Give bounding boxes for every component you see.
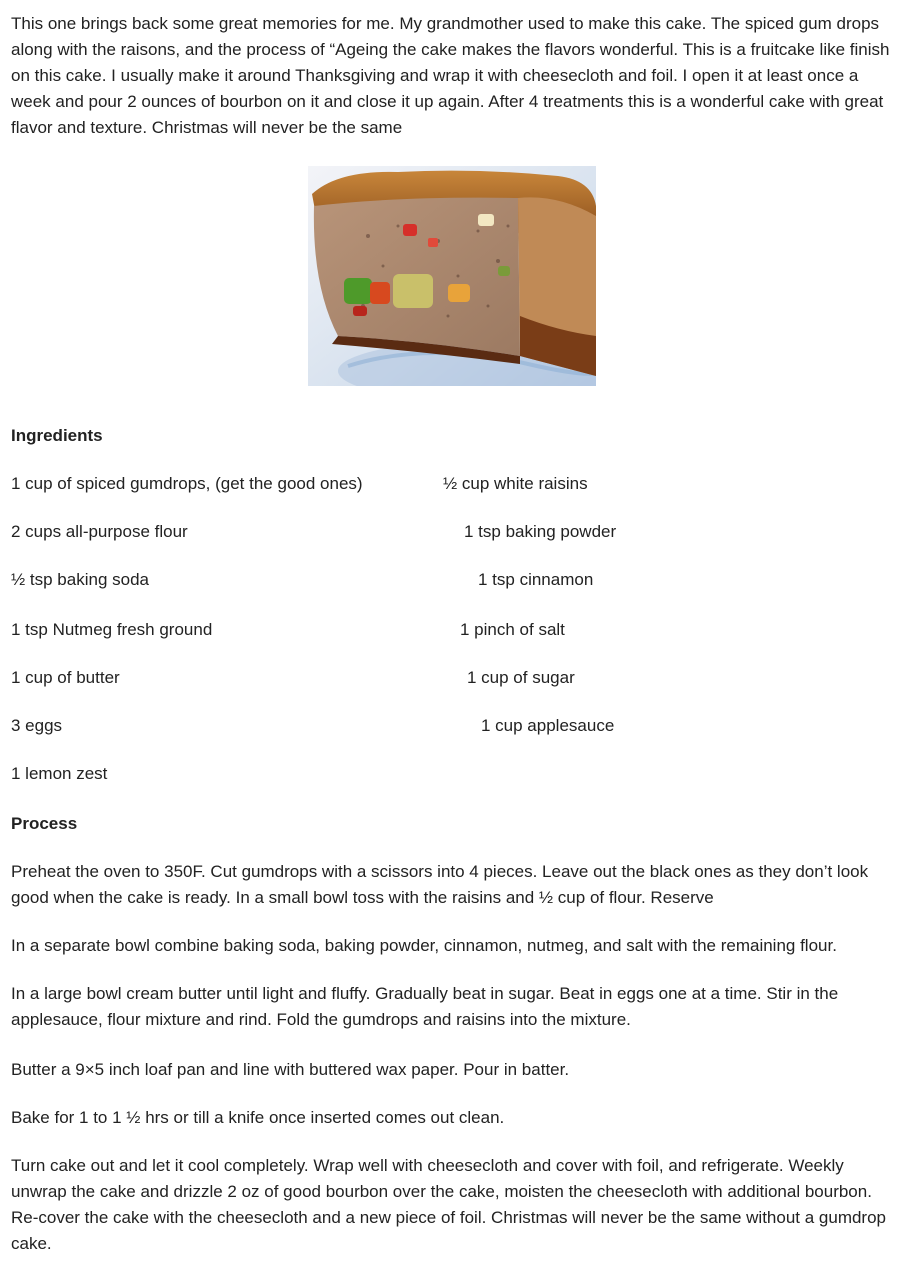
ingredient-right: 1 tsp baking powder xyxy=(464,522,617,541)
ingredient-left: 1 tsp Nutmeg fresh ground xyxy=(11,620,213,639)
process-heading: Process xyxy=(11,814,78,833)
gumdrop-cake-photo xyxy=(308,166,596,386)
process-step: Butter a 9×5 inch loaf pan and line with buttered wax paper. Pour in batter. xyxy=(11,1060,570,1079)
ingredient-right: 1 cup of sugar xyxy=(467,668,575,687)
process-step: In a large bowl cream butter until light and fluffy. Gradually beat in sugar. Beat in eggs one at a time. Stir in the applesauce, flour mixture and rind. Fold the gumdrops and raisins into the mixture. xyxy=(11,984,839,1029)
ingredient-left: 1 cup of spiced gumdrops, (get the good ones) xyxy=(11,474,363,493)
ingredient-left: ½ tsp baking soda xyxy=(11,570,149,589)
ingredient-right: ½ cup white raisins xyxy=(443,474,588,493)
process-step: Bake for 1 to 1 ½ hrs or till a knife once inserted comes out clean. xyxy=(11,1108,505,1127)
process-step: In a separate bowl combine baking soda, baking powder, cinnamon, nutmeg, and salt with the remaining flour. xyxy=(11,936,837,955)
ingredient-right: 1 pinch of salt xyxy=(460,620,565,639)
ingredient-right: 1 tsp cinnamon xyxy=(478,570,594,589)
intro-paragraph: This one brings back some great memories for me. My grandmother used to make this cake. The spiced gum drops along with the raisons, and the process of “Ageing the cake makes the flavors wonderful. This is a fruitcake like finish on this cake. I usually make it around Thanksgiving and wrap it with cheesecloth and foil. I open it at least once a week and pour 2 ounces of bourbon on it and close it up again. After 4 treatments this is a wonderful cake with great flavor and texture. Christmas will never be the same xyxy=(11,14,890,137)
ingredients-heading: Ingredients xyxy=(11,426,103,445)
ingredient-right: 1 cup applesauce xyxy=(481,716,615,735)
ingredient-left: 2 cups all-purpose flour xyxy=(11,522,188,541)
process-step: Preheat the oven to 350F. Cut gumdrops with a scissors into 4 pieces. Leave out the black ones as they don’t look good when the cake is ready. In a small bowl toss with the raisins and ½ cup of flour. Reserve xyxy=(11,862,869,907)
ingredient-left: 1 lemon zest xyxy=(11,764,108,783)
ingredient-left: 1 cup of butter xyxy=(11,668,120,687)
process-step: Turn cake out and let it cool completely. Wrap well with cheesecloth and cover with foil, and refrigerate. Weekly unwrap the cake and drizzle 2 oz of good bourbon over the cake, moisten the cheesecloth with additional bourbon. Re-cover the cake with the cheesecloth and a new piece of foil. Christmas will never be the same without a gumdrop cake. xyxy=(11,1156,887,1253)
ingredient-left: 3 eggs xyxy=(11,716,63,735)
